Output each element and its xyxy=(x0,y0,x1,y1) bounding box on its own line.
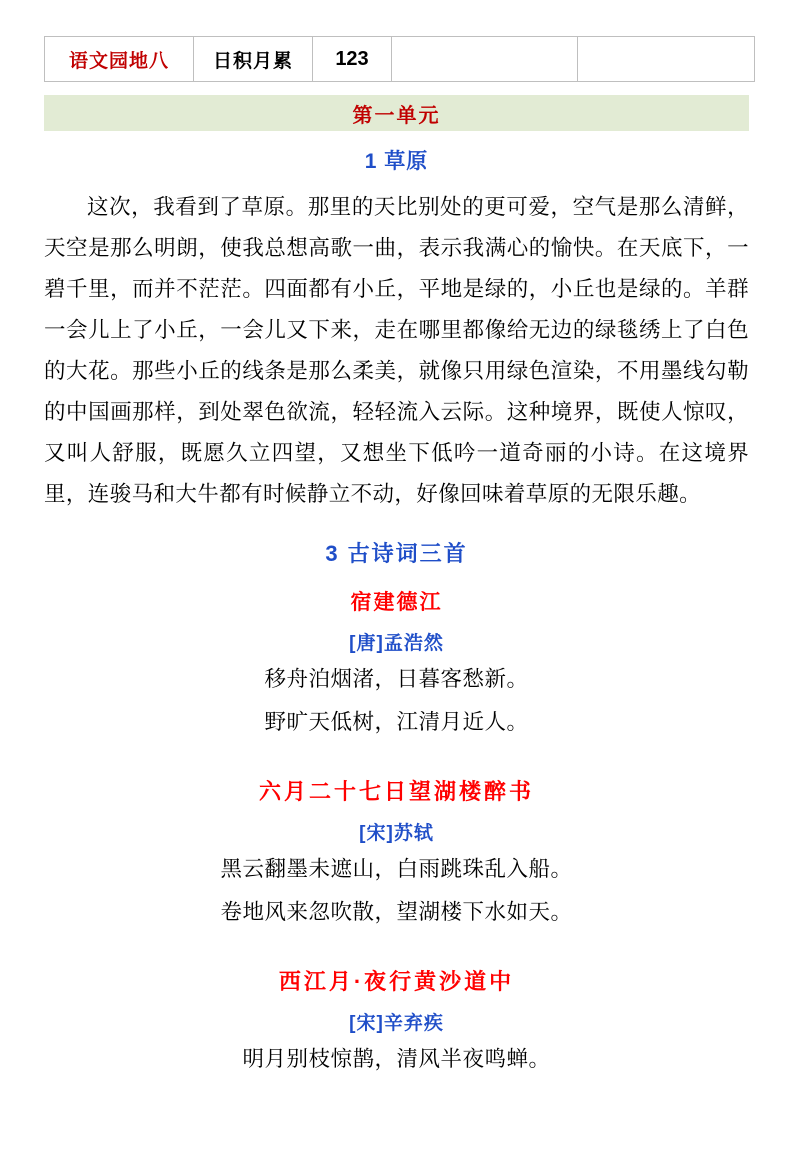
header-section-label: 语文园地八 xyxy=(68,50,169,72)
poem-line: 明月别枝惊鹊，清风半夜鸣蝉。 xyxy=(242,1047,551,1071)
header-subsection-label: 日积月累 xyxy=(212,50,293,72)
header-table xyxy=(44,36,755,82)
poem-line: 卷地风来忽吹散，望湖楼下水如天。 xyxy=(220,900,573,924)
poem-wanghulou xyxy=(44,775,749,931)
poem-title: 西江月·夜行黄沙道中 xyxy=(278,969,515,994)
document-page xyxy=(0,36,793,1158)
poem-line: 野旷天低树，江清月近人。 xyxy=(264,710,529,734)
poem-author: [宋]苏轼 xyxy=(359,823,434,844)
lesson-title-caoyuan: 1 草原 xyxy=(364,150,429,173)
poem-line: 黑云翻墨未遮山，白雨跳珠乱入船。 xyxy=(220,857,573,881)
header-cell-section xyxy=(45,37,194,82)
poem-title: 宿建德江 xyxy=(350,591,443,614)
poem-title: 六月二十七日望湖楼醉书 xyxy=(258,779,534,804)
header-cell-page-number xyxy=(313,37,392,82)
poem-author: [唐]孟浩然 xyxy=(349,633,444,654)
poem-line: 移舟泊烟渚，日暮客愁新。 xyxy=(264,667,529,691)
header-cell-subsection xyxy=(194,37,313,82)
unit-banner xyxy=(44,95,749,131)
poem-xijiangyue xyxy=(44,965,749,1078)
poem-sujiandejiang xyxy=(44,586,749,741)
unit-banner-title: 第一单元 xyxy=(352,104,441,127)
lesson-title-gushici: 3 古诗词三首 xyxy=(325,541,468,566)
spacer xyxy=(44,931,749,947)
poem-author: [宋]辛弃疾 xyxy=(349,1013,444,1034)
header-cell-empty-2 xyxy=(578,37,755,82)
table-row xyxy=(45,37,755,82)
spacer xyxy=(44,741,749,757)
page-number: 123 xyxy=(335,47,369,70)
lesson-body-caoyuan: 这次，我看到了草原。那里的天比别处的更可爱，空气是那么清鲜，天空是那么明朗，使我总想高歌一曲，表示我满心的愉快。在天底下，一碧千里，而并不茫茫。四面都有小丘，平地是绿的，小丘也是绿的。羊群一会儿上了小丘，一会儿又下来，走在哪里都像给无边的绿毯绣上了白色的大花。那些小丘的线条是那么柔美，就像只用绿色渲染，不用墨线勾勒的中国画那样，到处翠色欲流，轻轻流入云际。这种境界，既使人惊叹，又叫人舒服，既愿久立四望，又想坐下低吟一道奇丽的小诗。在这境界里，连骏马和大牛都有时候静立不动，好像回味着草原的无限乐趣。 xyxy=(44,195,749,506)
header-cell-empty-1 xyxy=(392,37,578,82)
